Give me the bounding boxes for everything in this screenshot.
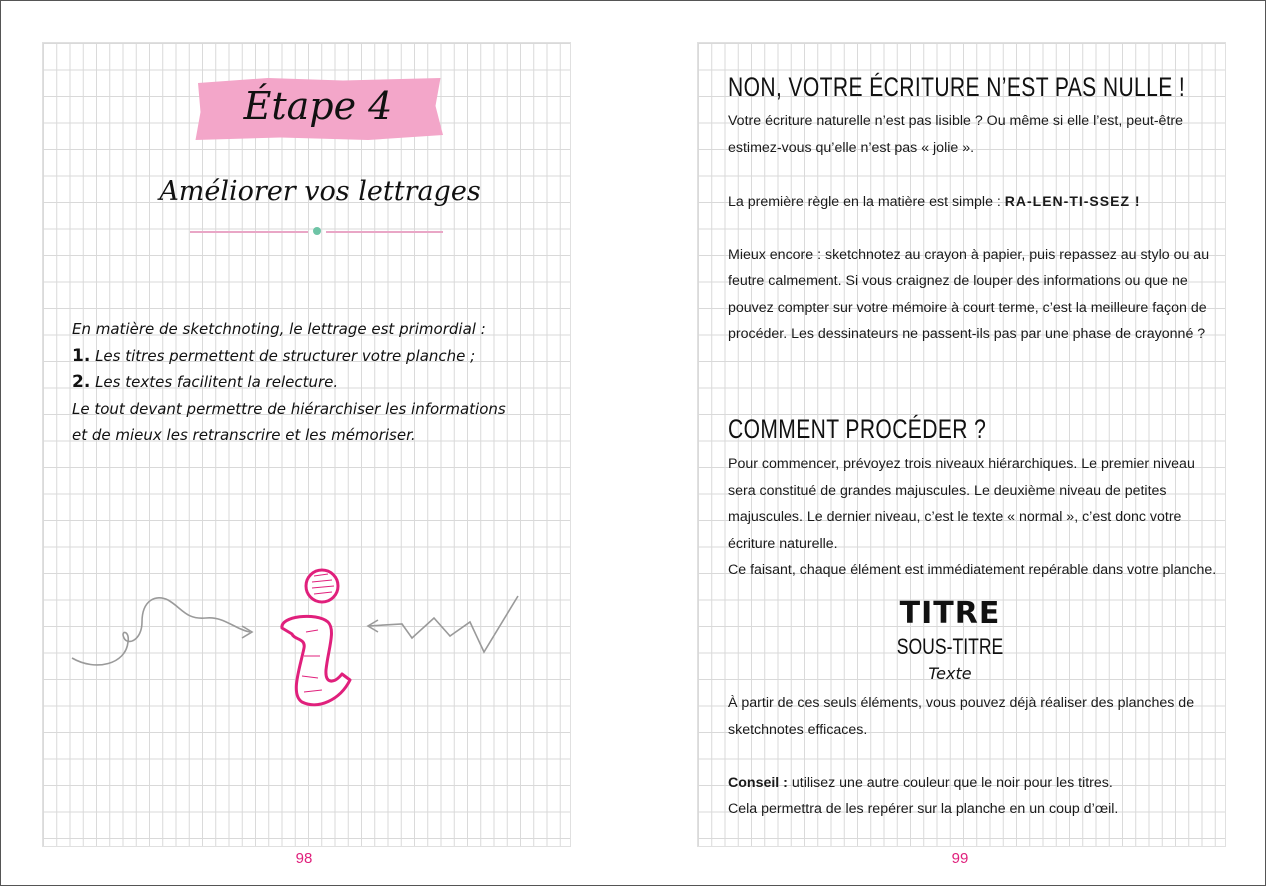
body-block-2 xyxy=(728,451,1223,584)
item-number: 2. xyxy=(72,372,91,392)
rule-emphasis: RA-LEN-TI-SSEZ ! xyxy=(1004,192,1141,209)
rule-text: La première règle en la matière est simple : xyxy=(728,193,1005,210)
paragraph: Votre écriture naturelle n’est pas lisible ? Ou même si elle l’est, peut-être estimez-vous qu’elle n’est pas « jolie ». xyxy=(728,113,1184,156)
tip-label: Conseil : xyxy=(728,774,788,791)
paragraph: Cela permettra de les repérer sur la planche en un coup d’œil. xyxy=(728,801,1119,817)
step-title: Étape 4 xyxy=(243,84,393,128)
intro-line: et de mieux les retranscrire et les mémoriser. xyxy=(72,426,416,444)
paragraph-tip xyxy=(728,770,1223,797)
divider-dot xyxy=(313,227,321,235)
tip-text: utilisez une autre couleur que le noir pour les titres. xyxy=(787,774,1113,791)
divider-line-right xyxy=(326,231,443,233)
item-text: Les textes facilitent la relecture. xyxy=(95,373,339,391)
body-block-1 xyxy=(728,108,1223,348)
chapter-subtitle: Améliorer vos lettrages xyxy=(159,176,481,207)
intro-item-2 xyxy=(72,369,512,396)
page-number-left: 98 xyxy=(295,850,313,867)
zigzag-arrow-icon xyxy=(368,596,518,652)
body-block-3 xyxy=(728,690,1223,823)
page-number-right: 99 xyxy=(951,850,969,867)
paragraph: À partir de ces seuls éléments, vous pouvez déjà réaliser des planches de sketchnotes efficaces. xyxy=(728,695,1195,738)
demo-texte: Texte xyxy=(928,664,972,683)
curly-arrow-icon xyxy=(72,598,252,665)
intro-item-1 xyxy=(72,343,512,370)
info-illustration xyxy=(66,560,526,720)
item-number: 1. xyxy=(72,345,91,366)
paragraph: Pour commencer, prévoyez trois niveaux hiérarchiques. Le premier niveau sera constitué de grandes majuscules. Le deuxième niveau de petites majuscules. Le dernier niveau, c’est le texte « normal », c’est donc votre écriture naturelle. xyxy=(728,456,1195,552)
paragraph: Ce faisant, chaque élément est immédiatement repérable dans votre planche. xyxy=(728,562,1217,578)
demo-sous-titre: SOUS-TITRE xyxy=(896,634,1004,659)
paragraph-rule xyxy=(728,188,1223,216)
demo-titre: TITRE xyxy=(899,596,1001,631)
paragraph: Mieux encore : sketchnotez au crayon à papier, puis repassez au stylo ou au feutre calmement. Si vous craignez de louper des informations ou que ne pouvez compter sur votre mémoire à court terme, c’est la meilleure façon de procéder. Les dessinateurs ne passent-ils pas par une phase de crayonné ? xyxy=(728,246,1210,342)
intro-line: Le tout devant permettre de hiérarchiser les informations xyxy=(72,399,506,418)
heading-comment-proceder: COMMENT PROCÉDER ? xyxy=(728,414,987,444)
item-text: Les titres permettent de structurer votre planche ; xyxy=(95,346,476,365)
intro-line: En matière de sketchnoting, le lettrage est primordial : xyxy=(72,320,486,338)
info-i-icon xyxy=(282,570,350,705)
heading-ecriture: NON, VOTRE ÉCRITURE N’EST PAS NULLE ! xyxy=(728,72,1186,102)
divider-line-left xyxy=(190,231,308,233)
intro-text xyxy=(72,316,512,449)
